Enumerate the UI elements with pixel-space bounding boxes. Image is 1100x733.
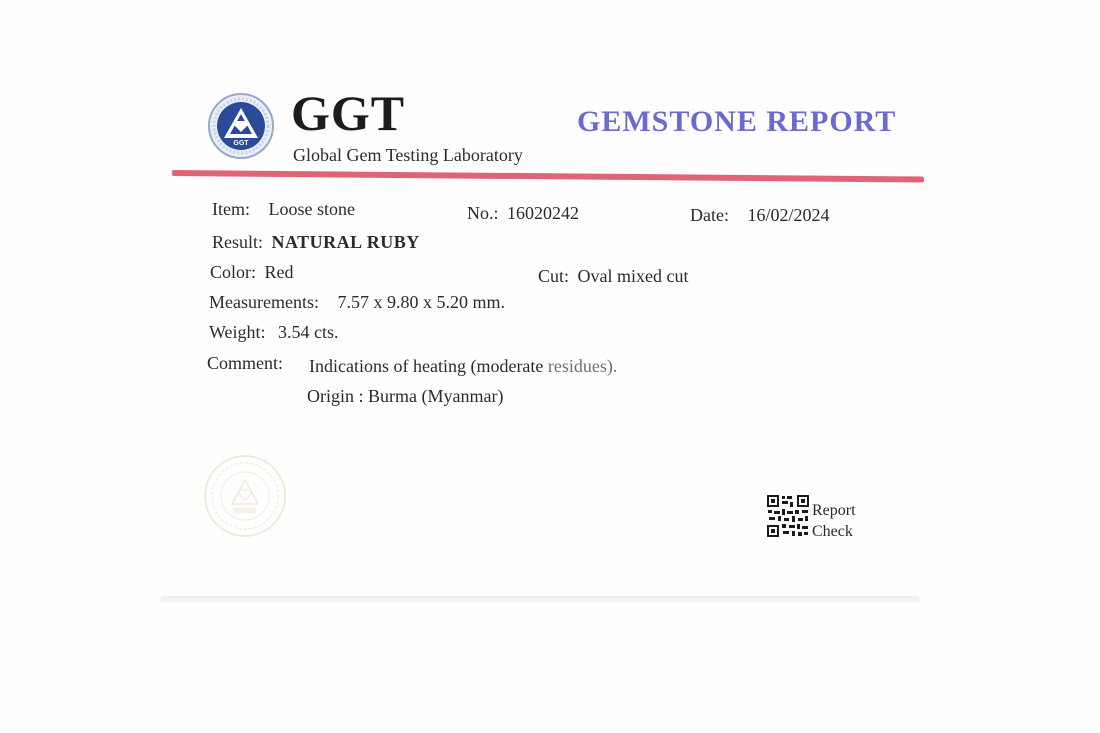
weight-field [209, 322, 339, 343]
color-value: Red [264, 262, 294, 282]
cut-field [538, 266, 689, 287]
result-value: NATURAL RUBY [271, 232, 420, 252]
item-value: Loose stone [268, 199, 355, 219]
measurements-value: 7.57 x 9.80 x 5.20 mm. [337, 292, 505, 312]
report-check-line-1: Report [812, 502, 856, 519]
embossed-seal-icon [200, 454, 290, 538]
item-field [212, 199, 355, 220]
comment-text-faded: residues). [547, 356, 618, 376]
qr-code-icon[interactable] [766, 494, 810, 538]
measurements-field [209, 292, 505, 313]
result-field [212, 232, 420, 253]
comment-line-1 [309, 356, 617, 377]
color-field [210, 262, 294, 283]
date-label: Date: [690, 205, 729, 225]
report-number-label: No.: [467, 203, 499, 223]
weight-label: Weight: [209, 322, 266, 342]
cut-value: Oval mixed cut [577, 266, 689, 286]
report-check-link[interactable] [812, 500, 856, 542]
result-label: Result: [212, 232, 264, 252]
origin-line: Origin : Burma (Myanmar) [307, 386, 504, 406]
report-number-field [467, 203, 579, 224]
card-edge-shadow [160, 596, 920, 604]
comment-label: Comment: [207, 353, 283, 373]
comment-text: Indications of heating (moderate [309, 356, 544, 376]
report-number-value: 16020242 [507, 203, 579, 223]
ggt-seal-logo-icon [206, 92, 276, 160]
item-label: Item: [212, 199, 250, 219]
date-value: 16/02/2024 [747, 205, 830, 225]
brand-name: GGT [291, 85, 406, 141]
measurements-label: Measurements: [209, 292, 319, 312]
brand-subtitle: Global Gem Testing Laboratory [293, 145, 523, 165]
cut-label: Cut: [538, 266, 570, 286]
report-check-line-2: Check [812, 523, 853, 540]
color-label: Color: [210, 262, 257, 282]
date-field [690, 205, 830, 226]
seal-logo-text: GGT [233, 140, 249, 147]
report-title: GEMSTONE REPORT [577, 105, 897, 138]
weight-value: 3.54 cts. [278, 322, 339, 342]
